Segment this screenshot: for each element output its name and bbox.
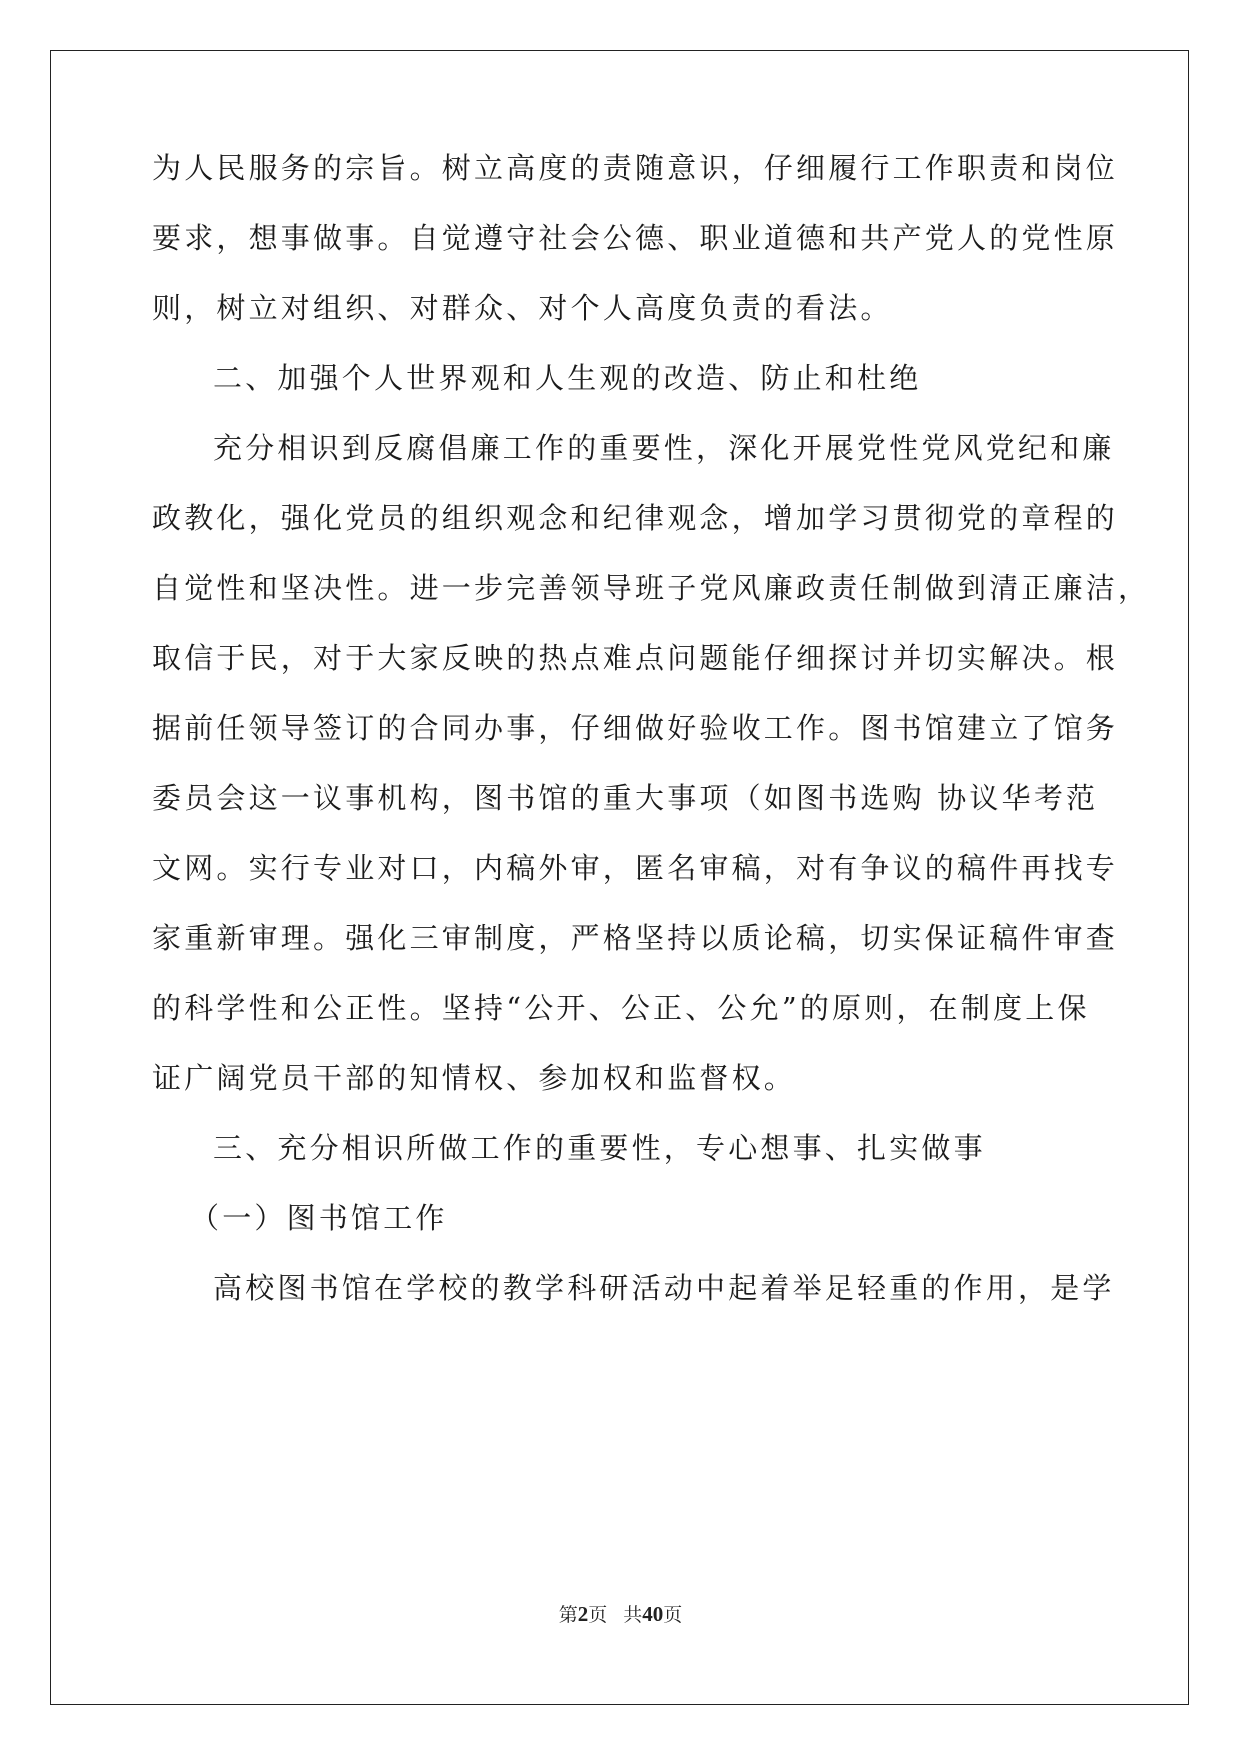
page-total-prefix: 共: [623, 1604, 643, 1626]
page-label-mid: 页: [588, 1604, 608, 1626]
page-current-number: 2: [577, 1602, 589, 1626]
text-line: 要求，想事做事。自觉遵守社会公德、职业道德和共产党人的党性原: [152, 221, 1119, 255]
text-line: 家重新审理。强化三审制度，严格坚持以质论稿，切实保证稿件审查: [152, 921, 1119, 955]
text-line: 政教化，强化党员的组织观念和纪律观念，增加学习贯彻党的章程的: [152, 501, 1119, 535]
text-line: 取信于民，对于大家反映的热点难点问题能仔细探讨并切实解决。根: [152, 641, 1119, 675]
text-line: 自觉性和坚决性。进一步完善领导班子党风廉政责任制做到清正廉洁，: [152, 571, 1151, 605]
text-line: 则，树立对组织、对群众、对个人高度负责的看法。: [152, 291, 893, 325]
text-line: 委员会这一议事机构，图书馆的重大事项（如图书选购 协议华考范: [152, 781, 1099, 815]
text-line: 据前任领导签订的合同办事，仔细做好验收工作。图书馆建立了馆务: [152, 711, 1119, 745]
page-label-prefix: 第: [558, 1604, 578, 1626]
subsection-heading: （一）图书馆工作: [190, 1201, 448, 1235]
text-line: 证广阔党员干部的知情权、参加权和监督权。: [152, 1061, 797, 1095]
page-total-number: 40: [642, 1602, 664, 1626]
page-total-suffix: 页: [663, 1604, 683, 1626]
text-line: 充分相识到反腐倡廉工作的重要性，深化开展党性党风党纪和廉: [213, 431, 1115, 465]
page-footer: [0, 1602, 1241, 1627]
section-heading: 三、充分相识所做工作的重要性，专心想事、扎实做事: [213, 1131, 986, 1165]
text-line: 高校图书馆在学校的教学科研活动中起着举足轻重的作用，是学: [213, 1271, 1115, 1305]
text-line: 文网。实行专业对口，内稿外审，匿名审稿，对有争议的稿件再找专: [152, 851, 1119, 885]
text-line: 为人民服务的宗旨。树立高度的责随意识，仔细履行工作职责和岗位: [152, 151, 1119, 185]
section-heading: 二、加强个人世界观和人生观的改造、防止和杜绝: [213, 361, 922, 395]
text-line: 的科学性和公正性。坚持“公开、公正、公允”的原则，在制度上保: [152, 991, 1090, 1025]
